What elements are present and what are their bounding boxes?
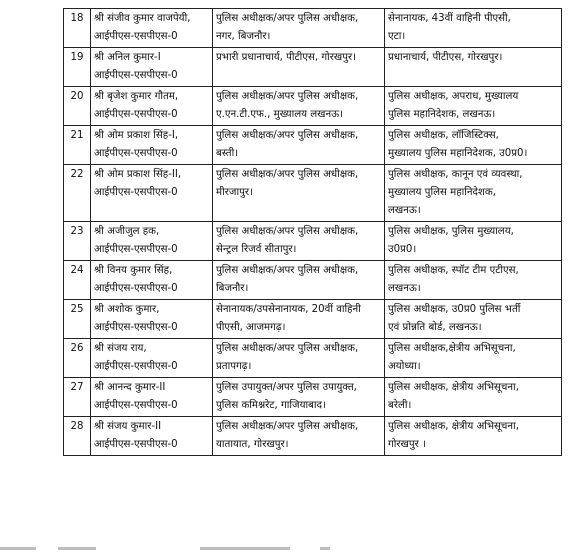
current-posting-cell: [213, 126, 385, 165]
serial-number-cell: 20: [64, 87, 91, 126]
table-row: [64, 339, 562, 378]
new-posting-line: प्रधानाचार्य, पीटीएस, गोरखपुर।: [388, 52, 503, 63]
current-posting-cell: [213, 9, 385, 48]
current-posting-line: बस्ती।: [216, 148, 239, 159]
officer-name-cell: [91, 87, 213, 126]
officer-name-line: श्री अशोक कुमार,: [94, 304, 160, 315]
officer-name-line: आईपीएस-एसपीएस-0: [94, 109, 178, 120]
officer-name-cell: [91, 48, 213, 87]
new-posting-line: गोरखपुर ।: [388, 439, 426, 450]
officer-name-line: आईपीएस-एसपीएस-0: [94, 187, 178, 198]
serial-number-cell: 24: [64, 261, 91, 300]
new-posting-cell: [385, 126, 562, 165]
table-row: [64, 126, 562, 165]
new-posting-cell: [385, 222, 562, 261]
new-posting-line: पुलिस अधीक्षक, क्षेत्रीय अभिसूचना,: [388, 382, 519, 393]
new-posting-cell: [385, 261, 562, 300]
new-posting-line: लखनऊ।: [388, 205, 421, 216]
serial-number-cell: 19: [64, 48, 91, 87]
officer-name-line: आईपीएस-एसपीएस-0: [94, 322, 178, 333]
new-posting-line: पुलिस अधीक्षक, अपराध, मुख्यालय: [388, 91, 519, 102]
footer-fragment: [200, 547, 290, 550]
officer-name-line: आईपीएस-एसपीएस-0: [94, 439, 178, 450]
new-posting-line: बरेली।: [388, 400, 412, 411]
serial-number-cell: 23: [64, 222, 91, 261]
serial-number-cell: 28: [64, 417, 91, 456]
officer-name-cell: [91, 9, 213, 48]
serial-number-cell: 21: [64, 126, 91, 165]
serial-number-cell: 22: [64, 165, 91, 222]
current-posting-line: पीएसी, आजमगढ़।: [216, 322, 286, 333]
new-posting-line: पुलिस अधीक्षक,क्षेत्रीय अभिसूचना,: [388, 343, 516, 354]
officer-name-line: आईपीएस-एसपीएस-0: [94, 361, 178, 372]
officer-name-line: आईपीएस-एसपीएस-0: [94, 70, 178, 81]
new-posting-line: पुलिस अधीक्षक, क्षेत्रीय अभिसूचना,: [388, 421, 519, 432]
officer-name-line: श्री अनिल कुमार-I: [94, 52, 161, 63]
new-posting-cell: [385, 48, 562, 87]
officer-name-line: आईपीएस-एसपीएस-0: [94, 148, 178, 159]
new-posting-line: मुख्यालय पुलिस महानिदेशक,: [388, 187, 496, 198]
officer-name-cell: [91, 261, 213, 300]
serial-number-cell: 27: [64, 378, 91, 417]
footer-fragment: [0, 547, 36, 550]
new-posting-line: पुलिस अधीक्षक, उ0प्र0 पुलिस भर्ती: [388, 304, 521, 315]
current-posting-line: यातायात, गोरखपुर।: [216, 439, 289, 450]
cropped-footer-text: [0, 547, 587, 557]
current-posting-line: पुलिस अधीक्षक/अपर पुलिस अधीक्षक,: [216, 343, 359, 354]
officer-name-cell: [91, 126, 213, 165]
current-posting-cell: [213, 222, 385, 261]
serial-number-cell: 18: [64, 9, 91, 48]
officer-name-line: श्री अजीजुल हक,: [94, 226, 160, 237]
new-posting-line: एटा।: [388, 31, 406, 42]
current-posting-line: प्रभारी प्रधानाचार्य, पीटीएस, गोरखपुर।: [216, 52, 357, 63]
current-posting-line: पुलिस उपायुक्त/अपर पुलिस उपायुक्त,: [216, 382, 357, 393]
new-posting-cell: [385, 378, 562, 417]
new-posting-cell: [385, 300, 562, 339]
new-posting-line: लखनऊ।: [388, 283, 421, 294]
new-posting-line: एवं प्रोन्नति बोर्ड, लखनऊ।: [388, 322, 482, 333]
officer-name-line: श्री बृजेश कुमार गौतम,: [94, 91, 179, 102]
new-posting-line: सेनानायक, 43वीं वाहिनी पीएसी,: [388, 13, 511, 24]
officer-name-line: श्री ओम प्रकाश सिंह-I,: [94, 130, 179, 141]
current-posting-line: सेन्ट्रल रिजर्व सीतापुर।: [216, 244, 297, 255]
current-posting-line: पुलिस अधीक्षक/अपर पुलिस अधीक्षक,: [216, 226, 359, 237]
current-posting-line: पुलिस अधीक्षक/अपर पुलिस अधीक्षक,: [216, 130, 359, 141]
current-posting-cell: [213, 300, 385, 339]
current-posting-line: पुलिस अधीक्षक/अपर पुलिस अधीक्षक,: [216, 265, 359, 276]
officer-name-cell: [91, 378, 213, 417]
table-row: [64, 87, 562, 126]
officer-name-line: आईपीएस-एसपीएस-0: [94, 400, 178, 411]
officer-name-line: श्री आनन्द कुमार-II: [94, 382, 166, 393]
new-posting-line: मुख्यालय पुलिस महानिदेशक, उ0प्र0।: [388, 148, 528, 159]
new-posting-line: अयोध्या।: [388, 361, 421, 372]
current-posting-cell: [213, 378, 385, 417]
table-row: [64, 300, 562, 339]
table-row: [64, 165, 562, 222]
new-posting-cell: [385, 339, 562, 378]
current-posting-line: प्रतापगढ़।: [216, 361, 252, 372]
table-row: [64, 378, 562, 417]
current-posting-line: मीरजापुर।: [216, 187, 253, 198]
current-posting-cell: [213, 87, 385, 126]
serial-number-cell: 25: [64, 300, 91, 339]
current-posting-cell: [213, 165, 385, 222]
current-posting-line: पुलिस अधीक्षक/अपर पुलिस अधीक्षक,: [216, 13, 359, 24]
officer-name-line: श्री विनय कुमार सिंह,: [94, 265, 173, 276]
new-posting-cell: [385, 9, 562, 48]
current-posting-line: सेनानायक/उपसेनानायक, 20वीं वाहिनी: [216, 304, 361, 315]
table-row: [64, 9, 562, 48]
officer-name-cell: [91, 165, 213, 222]
new-posting-line: पुलिस अधीक्षक, कानून एवं व्यवस्था,: [388, 169, 523, 180]
current-posting-cell: [213, 261, 385, 300]
new-posting-line: पुलिस अधीक्षक, स्पॉट टीम एटीएस,: [388, 265, 519, 276]
current-posting-line: पुलिस अधीक्षक/अपर पुलिस अधीक्षक,: [216, 421, 359, 432]
officer-name-cell: [91, 300, 213, 339]
officer-name-line: आईपीएस-एसपीएस-0: [94, 31, 178, 42]
officer-name-line: आईपीएस-एसपीएस-0: [94, 244, 178, 255]
current-posting-line: पुलिस अधीक्षक/अपर पुलिस अधीक्षक,: [216, 91, 359, 102]
officer-name-cell: [91, 417, 213, 456]
current-posting-line: पुलिस अधीक्षक/अपर पुलिस अधीक्षक,: [216, 169, 359, 180]
new-posting-cell: [385, 87, 562, 126]
new-posting-line: पुलिस अधीक्षक, पुलिस मुख्यालय,: [388, 226, 514, 237]
current-posting-line: ए.एन.टी.एफ., मुख्यालय लखनऊ।: [216, 109, 344, 120]
new-posting-cell: [385, 165, 562, 222]
table-row: [64, 222, 562, 261]
current-posting-line: पुलिस कमिश्नरेट, गाजियाबाद।: [216, 400, 326, 411]
new-posting-cell: [385, 417, 562, 456]
transfer-table: [63, 8, 562, 456]
officer-name-cell: [91, 339, 213, 378]
new-posting-line: पुलिस महानिदेशक, लखनऊ।: [388, 109, 496, 120]
footer-fragment: [320, 547, 330, 550]
new-posting-line: पुलिस अधीक्षक, लॉजिस्टिक्स,: [388, 130, 499, 141]
officer-name-line: श्री संजय कुमार-II: [94, 421, 162, 432]
officer-name-line: आईपीएस-एसपीएस-0: [94, 283, 178, 294]
officer-name-line: श्री संजय राय,: [94, 343, 147, 354]
footer-fragment: [58, 547, 96, 550]
current-posting-line: नगर, बिजनौर।: [216, 31, 271, 42]
table-row: [64, 417, 562, 456]
current-posting-cell: [213, 48, 385, 87]
current-posting-line: बिजनौर।: [216, 283, 249, 294]
new-posting-line: उ0प्र0।: [388, 244, 417, 255]
current-posting-cell: [213, 417, 385, 456]
serial-number-cell: 26: [64, 339, 91, 378]
officer-name-line: श्री संजीव कुमार वाजपेयी,: [94, 13, 191, 24]
transfer-table-body: [64, 9, 562, 456]
officer-name-line: श्री ओम प्रकाश सिंह-II,: [94, 169, 182, 180]
officer-name-cell: [91, 222, 213, 261]
table-row: [64, 261, 562, 300]
table-row: [64, 48, 562, 87]
current-posting-cell: [213, 339, 385, 378]
